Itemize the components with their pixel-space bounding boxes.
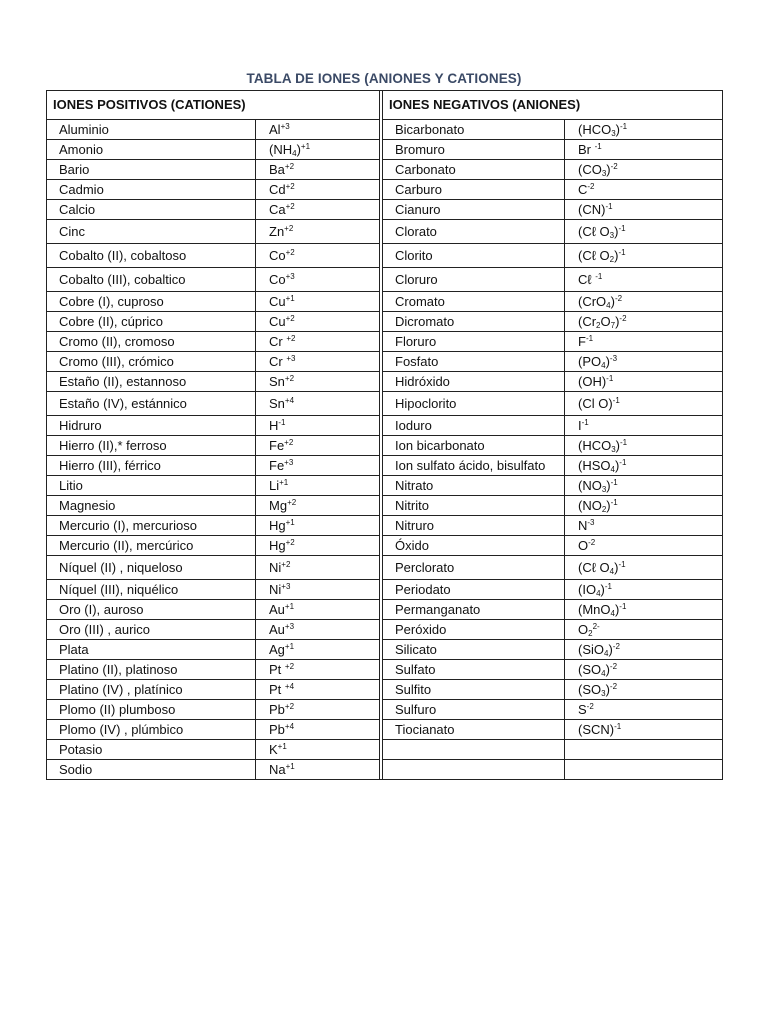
anion-name: Clorito — [383, 244, 565, 268]
anion-formula: (Cℓ $O_4)^{-1}$ — [565, 556, 723, 580]
cation-formula: $Hg^{+1}$ — [256, 516, 380, 536]
cation-formula: $(NH_4)^{+1}$ — [256, 140, 380, 160]
cation-formula: $Pb^{+4}$ — [256, 720, 380, 740]
anion-formula: $(NO_2)^{-1}$ — [565, 496, 723, 516]
anion-name: Nitrito — [383, 496, 565, 516]
anion-formula: (SCN)$^{-1}$ — [565, 720, 723, 740]
cation-formula: $Ba^{+2}$ — [256, 160, 380, 180]
anion-name: Carbonato — [383, 160, 565, 180]
table-row — [47, 580, 723, 600]
table-row — [47, 660, 723, 680]
anion-formula: $F^{-1}$ — [565, 332, 723, 352]
anion-name: Permanganato — [383, 600, 565, 620]
cation-formula: $Co^{+3}$ — [256, 268, 380, 292]
table-row — [47, 332, 723, 352]
cation-formula: Cr $^{+2}$ — [256, 332, 380, 352]
table-row — [47, 516, 723, 536]
cation-name: Bario — [47, 160, 256, 180]
table-row — [47, 120, 723, 140]
cation-name: Aluminio — [47, 120, 256, 140]
cation-formula: $Au^{+1}$ — [256, 600, 380, 620]
anion-formula: $(SO_3)^{-2}$ — [565, 680, 723, 700]
cation-formula: $Ni^{+3}$ — [256, 580, 380, 600]
cation-name: Amonio — [47, 140, 256, 160]
cation-name: Mercurio (II), mercúrico — [47, 536, 256, 556]
cation-formula: $Sn^{+2}$ — [256, 372, 380, 392]
cation-name: Cromo (III), crómico — [47, 352, 256, 372]
table-row — [47, 200, 723, 220]
cation-formula: $Hg^{+2}$ — [256, 536, 380, 556]
cation-name: Litio — [47, 476, 256, 496]
cation-formula: $H^{-1}$ — [256, 416, 380, 436]
page-title: TABLA DE IONES (ANIONES Y CATIONES) — [246, 71, 522, 86]
table-header-row — [47, 91, 723, 120]
anion-name: Bromuro — [383, 140, 565, 160]
cation-name: Oro (III) , aurico — [47, 620, 256, 640]
anion-formula: $(CO_3)^{-2}$ — [565, 160, 723, 180]
cation-name: Plomo (II) plumboso — [47, 700, 256, 720]
anion-formula: $(SiO_4)^{-2}$ — [565, 640, 723, 660]
anion-formula: Cℓ $^{-1}$ — [565, 268, 723, 292]
cation-formula: $Cd^{+2}$ — [256, 180, 380, 200]
cation-formula: $K^{+1}$ — [256, 740, 380, 760]
cation-formula: $Fe^{+2}$ — [256, 436, 380, 456]
anion-formula: (CN)$^{-1}$ — [565, 200, 723, 220]
cation-formula: $Cu^{+1}$ — [256, 292, 380, 312]
cation-formula: $Au^{+3}$ — [256, 620, 380, 640]
cation-name: Cadmio — [47, 180, 256, 200]
anion-name — [383, 740, 565, 760]
anion-name: Periodato — [383, 580, 565, 600]
anion-formula: $S^{-2}$ — [565, 700, 723, 720]
table-row — [47, 496, 723, 516]
anion-formula: $(IO_4)^{-1}$ — [565, 580, 723, 600]
anion-name: Óxido — [383, 536, 565, 556]
cation-formula: $Cu^{+2}$ — [256, 312, 380, 332]
table-row — [47, 312, 723, 332]
cation-formula: Pt $^{+2}$ — [256, 660, 380, 680]
table-row — [47, 556, 723, 580]
anion-name: Fosfato — [383, 352, 565, 372]
cation-name: Platino (IV) , platínico — [47, 680, 256, 700]
anion-name: Bicarbonato — [383, 120, 565, 140]
table-row — [47, 680, 723, 700]
cation-formula: Cr $^{+3}$ — [256, 352, 380, 372]
cation-name: Cinc — [47, 220, 256, 244]
cation-name: Calcio — [47, 200, 256, 220]
anion-formula: $O^{-2}$ — [565, 536, 723, 556]
anion-name: Cromato — [383, 292, 565, 312]
cation-name: Oro (I), auroso — [47, 600, 256, 620]
cation-formula: $Fe^{+3}$ — [256, 456, 380, 476]
anion-name: Tiocianato — [383, 720, 565, 740]
anion-formula: $(PO_4)^{-3}$ — [565, 352, 723, 372]
anion-formula: (OH)$^{-1}$ — [565, 372, 723, 392]
cation-name: Plata — [47, 640, 256, 660]
cation-formula: $Co^{+2}$ — [256, 244, 380, 268]
cation-name: Cobre (I), cuproso — [47, 292, 256, 312]
table-row — [47, 760, 723, 780]
cation-name: Platino (II), platinoso — [47, 660, 256, 680]
anion-name: Sulfuro — [383, 700, 565, 720]
anion-name: Sulfato — [383, 660, 565, 680]
anion-name: Nitrato — [383, 476, 565, 496]
table-row — [47, 700, 723, 720]
anion-name: Nitruro — [383, 516, 565, 536]
cation-name: Cobre (II), cúprico — [47, 312, 256, 332]
anion-formula: $(HSO_4)^{-1}$ — [565, 456, 723, 476]
cation-name: Hidruro — [47, 416, 256, 436]
anion-formula: (Cl O)$^{-1}$ — [565, 392, 723, 416]
table-row — [47, 268, 723, 292]
table-row — [47, 600, 723, 620]
anion-name: Ioduro — [383, 416, 565, 436]
cation-name: Níquel (II) , niqueloso — [47, 556, 256, 580]
table-row — [47, 392, 723, 416]
cation-formula: Pt $^{+4}$ — [256, 680, 380, 700]
table-row — [47, 140, 723, 160]
anion-name: Cloruro — [383, 268, 565, 292]
anion-formula: $I^{-1}$ — [565, 416, 723, 436]
anion-name: Sulfito — [383, 680, 565, 700]
anion-formula: $(CrO_4)^{-2}$ — [565, 292, 723, 312]
anion-formula: $(Cr_2O_7)^{-2}$ — [565, 312, 723, 332]
anion-formula: $O_2^{2-}$ — [565, 620, 723, 640]
table-row — [47, 352, 723, 372]
table-row — [47, 436, 723, 456]
cation-name: Níquel (III), niquélico — [47, 580, 256, 600]
table-row — [47, 160, 723, 180]
anion-name: Perclorato — [383, 556, 565, 580]
cation-formula: $Pb^{+2}$ — [256, 700, 380, 720]
anion-formula: $C^{-2}$ — [565, 180, 723, 200]
cation-formula: $Ag^{+1}$ — [256, 640, 380, 660]
cation-formula: $Al^{+3}$ — [256, 120, 380, 140]
table-row — [47, 292, 723, 312]
table-row — [47, 476, 723, 496]
cation-name: Estaño (IV), estánnico — [47, 392, 256, 416]
table-row — [47, 740, 723, 760]
anion-formula: (Cℓ $O_3)^{-1}$ — [565, 220, 723, 244]
cation-formula: $Zn^{+2}$ — [256, 220, 380, 244]
anion-name: Clorato — [383, 220, 565, 244]
table-row — [47, 416, 723, 436]
cation-name: Hierro (II),* ferroso — [47, 436, 256, 456]
anion-formula — [565, 760, 723, 780]
anion-name: Ion bicarbonato — [383, 436, 565, 456]
anion-formula: $(HCO_3)^{-1}$ — [565, 436, 723, 456]
cation-name: Potasio — [47, 740, 256, 760]
cation-formula: $Li^{+1}$ — [256, 476, 380, 496]
anion-formula: $N^{-3}$ — [565, 516, 723, 536]
table-row — [47, 720, 723, 740]
cation-formula: $Na^{+1}$ — [256, 760, 380, 780]
anion-name: Floruro — [383, 332, 565, 352]
anion-name: Cianuro — [383, 200, 565, 220]
anion-name — [383, 760, 565, 780]
table-row — [47, 372, 723, 392]
table-row — [47, 456, 723, 476]
anion-name: Hipoclorito — [383, 392, 565, 416]
cation-formula: $Ni^{+2}$ — [256, 556, 380, 580]
cation-name: Cromo (II), cromoso — [47, 332, 256, 352]
anion-formula: $(NO_3)^{-1}$ — [565, 476, 723, 496]
anion-formula: $(MnO_4)^{-1}$ — [565, 600, 723, 620]
table-row — [47, 620, 723, 640]
cation-name: Cobalto (II), cobaltoso — [47, 244, 256, 268]
cation-name: Hierro (III), férrico — [47, 456, 256, 476]
anion-name: Dicromato — [383, 312, 565, 332]
anion-name: Ion sulfato ácido, bisulfato — [383, 456, 565, 476]
cation-formula: $Mg^{+2}$ — [256, 496, 380, 516]
table-row — [47, 536, 723, 556]
table-row — [47, 220, 723, 244]
anion-formula — [565, 740, 723, 760]
anion-formula: Br $^{-1}$ — [565, 140, 723, 160]
anion-name: Hidróxido — [383, 372, 565, 392]
anions-header: IONES NEGATIVOS (ANIONES) — [383, 91, 723, 120]
cations-header: IONES POSITIVOS (CATIONES) — [47, 91, 380, 120]
table-row — [47, 640, 723, 660]
cation-formula: $Ca^{+2}$ — [256, 200, 380, 220]
cation-name: Mercurio (I), mercurioso — [47, 516, 256, 536]
cation-name: Magnesio — [47, 496, 256, 516]
anion-name: Carburo — [383, 180, 565, 200]
cation-name: Sodio — [47, 760, 256, 780]
cation-name: Estaño (II), estannoso — [47, 372, 256, 392]
anion-formula: (Cℓ $O_2)^{-1}$ — [565, 244, 723, 268]
anion-name: Peróxido — [383, 620, 565, 640]
anion-name: Silicato — [383, 640, 565, 660]
anion-formula: $(HCO_3)^{-1}$ — [565, 120, 723, 140]
table-row — [47, 244, 723, 268]
table-row — [47, 180, 723, 200]
ions-table — [46, 90, 723, 780]
cation-formula: $Sn^{+4}$ — [256, 392, 380, 416]
cation-name: Plomo (IV) , plúmbico — [47, 720, 256, 740]
cation-name: Cobalto (III), cobaltico — [47, 268, 256, 292]
anion-formula: $(SO_4)^{-2}$ — [565, 660, 723, 680]
